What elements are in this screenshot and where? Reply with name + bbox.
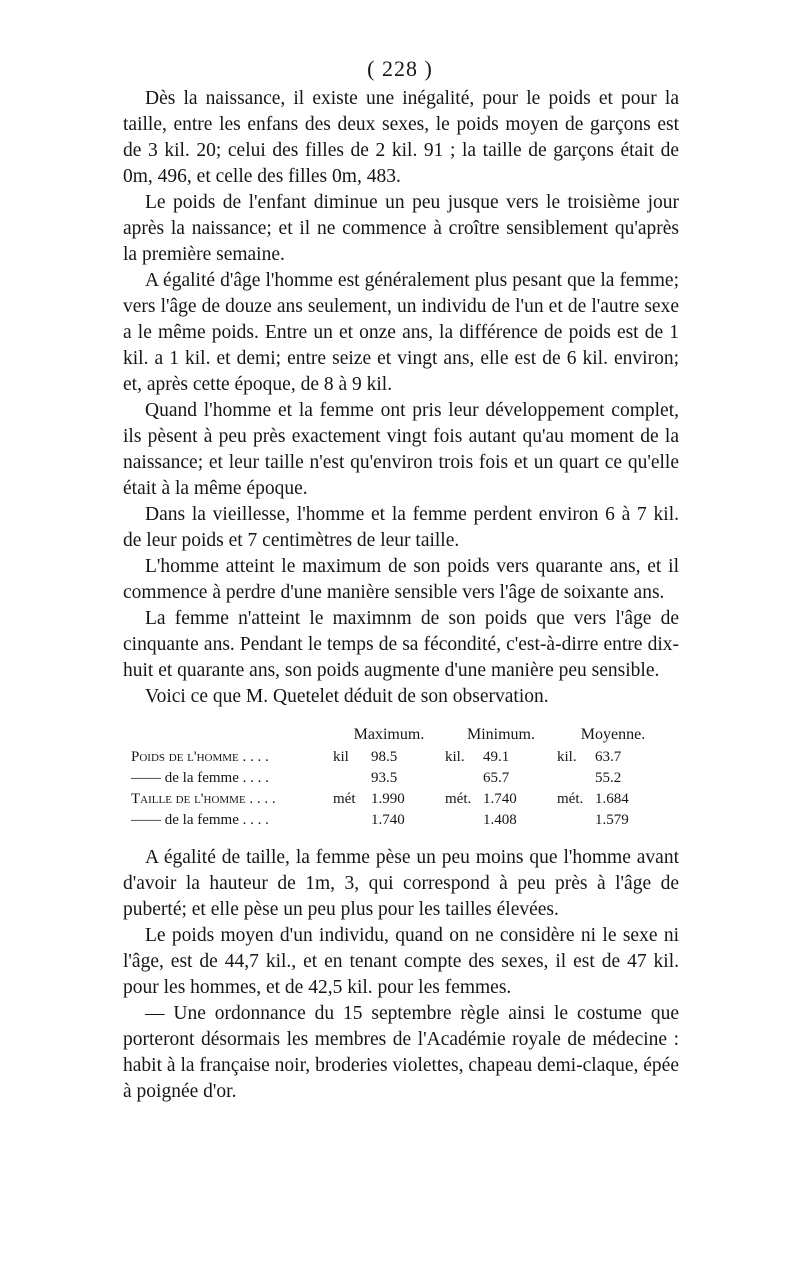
unit <box>333 810 371 831</box>
max-value: 98.5 <box>371 749 398 765</box>
unit: kil. <box>557 749 577 765</box>
avg-value: 1.684 <box>595 791 629 807</box>
unit: kil. <box>445 749 465 765</box>
column-header-maximum: Maximum. <box>353 726 425 743</box>
unit: mét <box>333 791 356 807</box>
table-header-row <box>123 724 669 747</box>
avg-value: 63.7 <box>595 749 622 765</box>
table-row <box>123 810 669 831</box>
paragraph: A égalité de taille, la femme pèse un peu moins que l'homme avant d'avoir la hauteur de 1m, 3, qui correspond à peu près à l'âge de puberté; et elle pèse un peu plus pour les tailles élevées. <box>123 847 679 920</box>
max-value: 1.990 <box>371 791 405 807</box>
row-label: —— de la femme . . . . <box>131 770 269 786</box>
paragraph: A égalité d'âge l'homme est généralement plus pesant que la femme; vers l'âge de douze ans seulement, un individu de l'un et de l'autre sexe a le même poids. Entre un et onze ans, la différence de poids est de 1 kil. a 1 kil. et demi; entre seize et vingt ans, elle est de 6 kil. environ; et, après cette époque, de 8 à 9 kil. <box>123 270 679 395</box>
min-value: 49.1 <box>483 749 510 765</box>
paragraph: — Une ordonnance du 15 septembre règle ainsi le costume que porteront désormais les membres de l'Académie royale de médecine : habit à la française noir, broderies violettes, chapeau demi-claque, épée à poignée d'or. <box>123 1003 679 1102</box>
unit <box>445 810 483 831</box>
body-text <box>123 86 679 1105</box>
unit: mét. <box>557 791 584 807</box>
paragraph: Le poids de l'enfant diminue un peu jusque vers le troisième jour après la naissance; et il ne commence à croître sensiblement qu'après la première semaine. <box>123 192 679 265</box>
table-row <box>123 789 669 810</box>
unit: kil <box>333 749 349 765</box>
paragraph: La femme n'atteint le maximnm de son poids que vers l'âge de cinquante ans. Pendant le temps de sa fécondité, c'est-à-dirre entre dix-huit et quarante ans, son poids augmente d'une manière peu sensible. <box>123 608 679 681</box>
weight-height-table <box>123 724 669 831</box>
avg-value: 55.2 <box>595 770 622 786</box>
min-value: 1.740 <box>483 791 517 807</box>
max-value: 1.740 <box>371 812 405 828</box>
page-number: ( 228 ) <box>367 56 433 81</box>
paragraph: Dans la vieillesse, l'homme et la femme perdent environ 6 à 7 kil. de leur poids et 7 centimètres de leur taille. <box>123 504 679 551</box>
table-row <box>123 747 669 768</box>
unit <box>557 768 595 789</box>
column-header-average: Moyenne. <box>580 726 646 743</box>
min-value: 1.408 <box>483 812 517 828</box>
unit <box>557 810 595 831</box>
paragraph: Dès la naissance, il existe une inégalité, pour le poids et pour la taille, entre les enfans des deux sexes, le poids moyen de garçons est de 3 kil. 20; celui des filles de 2 kil. 91 ; la taille de garçons était de 0m, 496, et celle des filles 0m, 483. <box>123 88 679 187</box>
paragraph: Quand l'homme et la femme ont pris leur développement complet, ils pèsent à peu près exactement vingt fois autant qu'au moment de la naissance; et leur taille n'est qu'environ trois fois et un quart ce qu'elle était à la même époque. <box>123 400 679 499</box>
max-value: 93.5 <box>371 770 398 786</box>
row-label: Poids de l'homme . . . . <box>131 749 269 765</box>
row-label: Taille de l'homme . . . . <box>131 791 276 807</box>
unit <box>445 768 483 789</box>
unit <box>333 768 371 789</box>
unit: mét. <box>445 791 472 807</box>
row-label: —— de la femme . . . . <box>131 812 269 828</box>
paragraph: L'homme atteint le maximum de son poids vers quarante ans, et il commence à perdre d'une manière sensible vers l'âge de soixante ans. <box>123 556 679 603</box>
min-value: 65.7 <box>483 770 510 786</box>
avg-value: 1.579 <box>595 812 629 828</box>
column-header-minimum: Minimum. <box>466 726 535 743</box>
paragraph: Voici ce que M. Quetelet déduit de son observation. <box>145 686 549 707</box>
table-row <box>123 768 669 789</box>
paragraph: Le poids moyen d'un individu, quand on ne considère ni le sexe ni l'âge, est de 44,7 kil., et en tenant compte des sexes, il est de 47 kil. pour les hommes, et de 42,5 kil. pour les femmes. <box>123 925 679 998</box>
